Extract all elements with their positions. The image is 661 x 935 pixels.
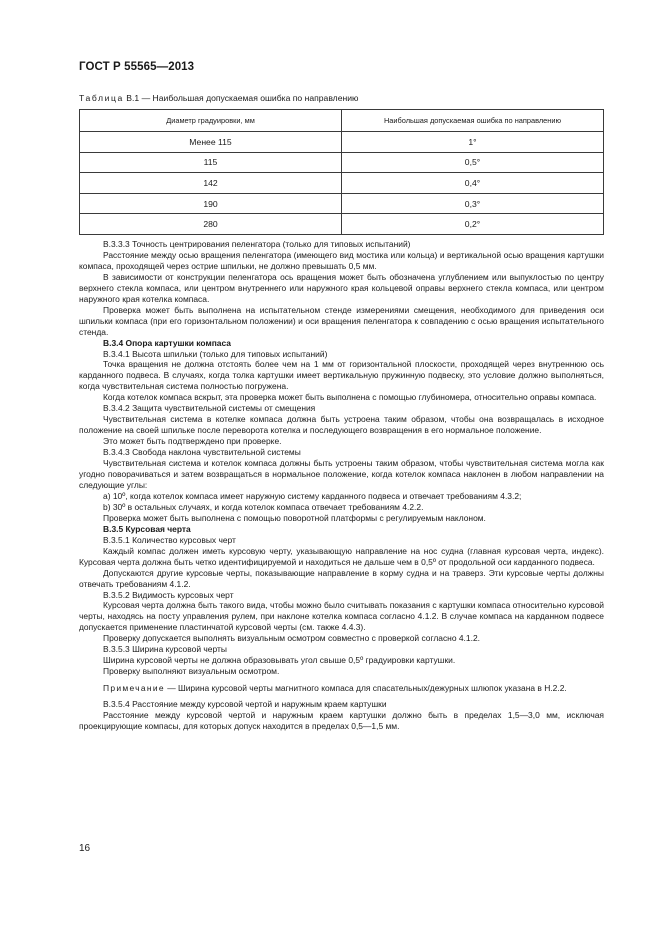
subsection-heading: В.3.5.4 Расстояние между курсовой чертой и наружным краем картушки — [103, 699, 387, 710]
paragraph: Проверка может быть выполнена с помощью поворотной платформы с регулируемым наклоном. — [103, 512, 486, 523]
note-text: — Ширина курсовой черты магнитного компаса для спасательных/дежурных шлюпок указана в Н.2.2. — [164, 683, 567, 694]
cell-error: 1° — [342, 132, 604, 153]
header-diameter: Диаметр градуировки, мм — [80, 110, 342, 132]
table-row — [80, 152, 604, 173]
paragraph: Допускаются другие курсовые черты, показывающие направление в корму судна и на траверз. Эти курсовые черты должны отвечать требованиям 4.1.2. — [79, 567, 604, 589]
paragraph: Чувствительная система и котелок компаса должны быть устроены таким образом, чтобы чувствительная система могла как угодно поворачиваться и затем возвращаться в нормальное положение, когда котелок компаса наклонен в любом направлении на следующие углы: — [79, 458, 604, 490]
cell-error: 0,3° — [342, 193, 604, 214]
cell-diameter: 142 — [80, 173, 342, 194]
subsection-heading: В.3.4.3 Свобода наклона чувствительной системы — [103, 447, 301, 458]
table-caption-text: В.1 — Наибольшая допускаемая ошибка по направлению — [123, 93, 359, 103]
paragraph: Расстояние между курсовой чертой и наружным краем картушки должно быть в пределах 1,5—3,0 мм, исключая проекцирующие компасы, для которых допуск находится в пределах 0,5—1,5 мм. — [79, 710, 604, 731]
note — [79, 683, 604, 694]
cell-error: 0,4° — [342, 173, 604, 194]
paragraph: Проверку выполняют визуальным осмотром. — [103, 666, 280, 677]
table-row — [80, 214, 604, 235]
page-number: 16 — [79, 843, 91, 854]
cell-diameter: 115 — [80, 152, 342, 173]
list-item: b) 30º в остальных случаях, и когда котелок компаса отвечает требованиям 4.2.2. — [103, 501, 424, 512]
paragraph: Ширина курсовой черты не должна образовывать угол свыше 0,5º градуировки картушки. — [103, 655, 456, 666]
table-caption — [79, 93, 358, 103]
paragraph: Проверка может быть выполнена на испытательном стенде измерениями смещения, необходимого для приведения оси шпильки компаса (при его горизонтальном положении) и оси вращения пеленгатора к совпадению с осью вращения испытательного стенда. — [79, 304, 604, 337]
document-header: ГОСТ Р 55565—2013 — [79, 61, 195, 73]
section-heading: В.3.5 Курсовая черта — [103, 523, 191, 534]
paragraph: Точка вращения не должна отстоять более чем на 1 мм от горизонтальной плоскости, проходящей через внутреннюю ось карданного подвеса. В случаях, когда толка картушки имеет вертикальную пружинную подвеску, это условие должно выполняться, когда чувствительная система полностью погружена. — [79, 359, 604, 392]
note-label: Примечание — [103, 683, 165, 694]
cell-diameter: 280 — [80, 214, 342, 235]
table-header-row — [80, 110, 604, 132]
paragraph: Чувствительная система в котелке компаса должна быть устроена таким образом, чтобы она возвращалась в исходное положение на своей шпильке после переворота котелка и последующего возвращения в его нормальное положение. — [79, 414, 604, 436]
paragraph: Расстояние между осью вращения пеленгатора (имеющего вид мостика или кольца) и вертикальной осью вращения картушки компаса, проходящей через острие шпильки, не должно превышать 0,5 мм. — [79, 249, 604, 271]
paragraph: Проверку допускается выполнять визуальным осмотром совместно с проверкой согласно 4.1.2. — [103, 633, 480, 644]
cell-error: 0,5° — [342, 152, 604, 173]
paragraph: Курсовая черта должна быть такого вида, чтобы можно было считывать показания с картушки компаса относительно курсовой черты, находясь на посту управления рулем, при наклоне котелка компаса согласно 4.1.2. В случае компаса на карданном подвесе допускается применение пластинчатой курсовой черты (см. также 4.4.3). — [79, 600, 604, 633]
table-row — [80, 173, 604, 194]
table-row — [80, 193, 604, 214]
subsection-heading: В.3.4.1 Высота шпильки (только для типовых испытаний) — [103, 348, 328, 359]
subsection-heading: В.3.5.2 Видимость курсовых черт — [103, 589, 234, 600]
table-row — [80, 132, 604, 153]
section-heading: В.3.4 Опора картушки компаса — [103, 337, 231, 348]
table-caption-prefix: Таблица — [79, 93, 124, 103]
paragraph: Это может быть подтверждено при проверке. — [103, 436, 282, 447]
paragraph: В зависимости от конструкции пеленгатора ось вращения может быть обозначена углублением или выпуклостью по центру верхнего стекла компаса, или центром внутреннего или наружного края кольцевой оправы верхнего стекла компаса, или центром наружного края котелка компаса. — [79, 271, 604, 304]
cell-diameter: 190 — [80, 193, 342, 214]
cell-diameter: Менее 115 — [80, 132, 342, 153]
header-max-error: Наибольшая допускаемая ошибка по направлению — [342, 110, 604, 132]
document-body — [79, 239, 604, 732]
subsection-heading: В.3.4.2 Защита чувствительной системы от смещения — [103, 403, 316, 414]
paragraph: Когда котелок компаса вскрыт, эта проверка может быть выполнена с помощью глубиномера, относительно оправы компаса. — [103, 392, 597, 403]
subsection-heading: В.3.5.3 Ширина курсовой черты — [103, 644, 227, 655]
list-item: а) 10º, когда котелок компаса имеет наружную систему карданного подвеса и отвечает требованиям 4.3.2; — [103, 490, 522, 501]
cell-error: 0,2° — [342, 214, 604, 235]
subsection-heading: В.3.5.1 Количество курсовых черт — [103, 534, 236, 545]
error-table — [79, 109, 604, 235]
subsection-heading: В.3.3.3 Точность центрирования пеленгатора (только для типовых испытаний) — [103, 239, 411, 249]
paragraph: Каждый компас должен иметь курсовую черту, указывающую направление на нос судна (главная курсовая черта, индекс). Курсовая черта должна быть четко идентифицируемой и находиться не дальше чем в 0,5º от продольной оси карданного подвеса. — [79, 545, 604, 567]
